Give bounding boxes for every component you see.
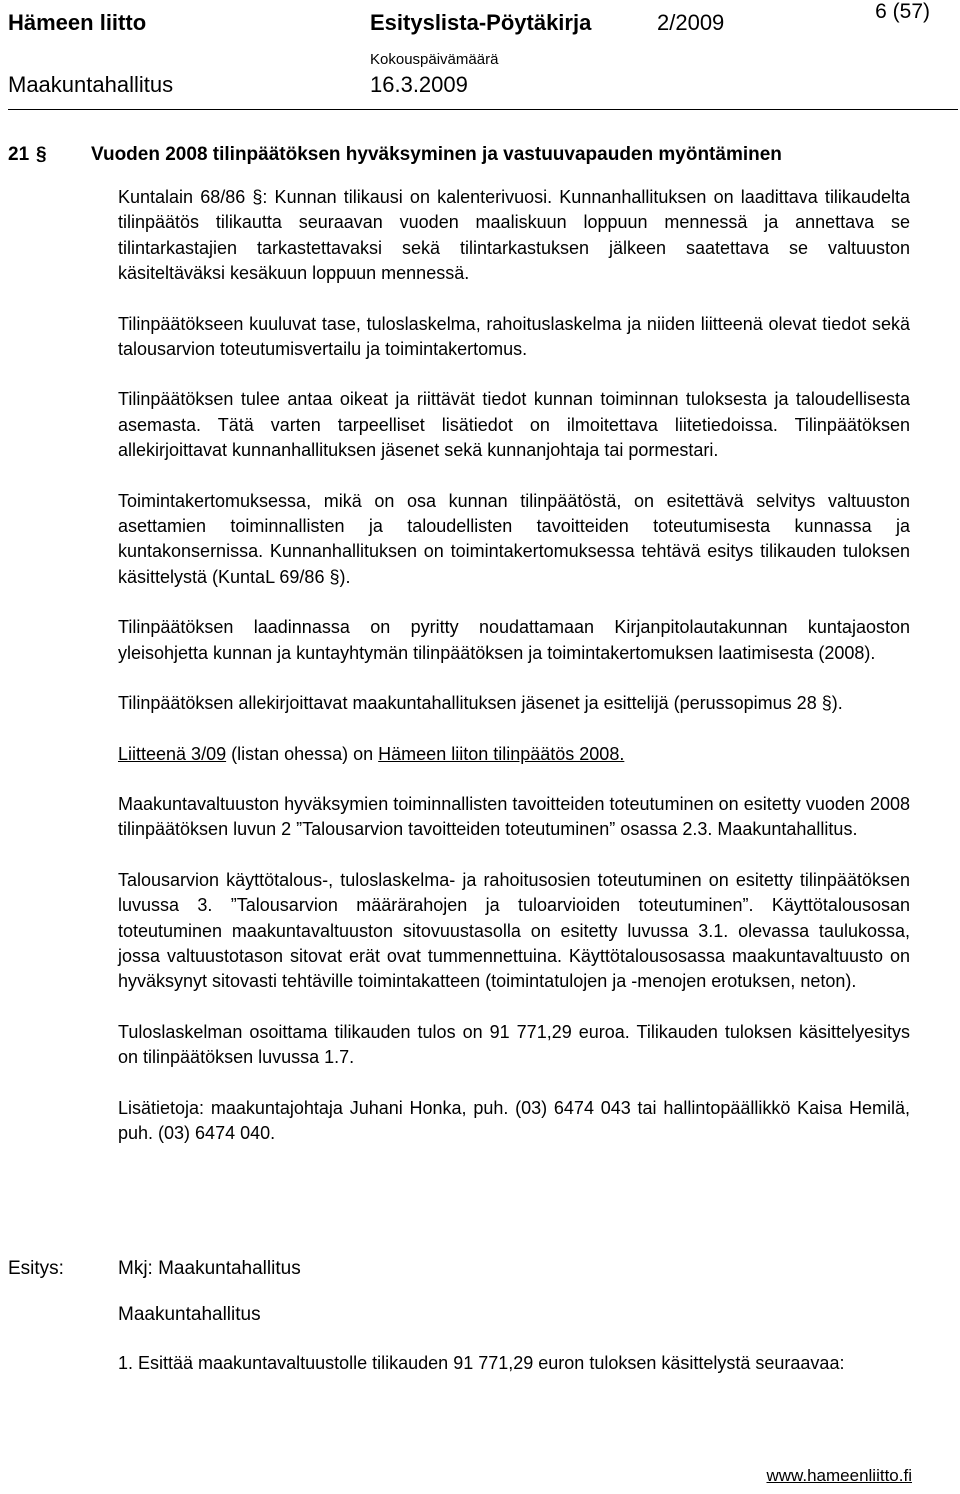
proposal-presenter: Mkj: Maakuntahallitus (118, 1258, 301, 1279)
paragraph: Tilinpäätöksen laadinnassa on pyritty noudattamaan Kirjanpitolautakunnan kuntajaoston yleisohjetta kunnan ja kuntayhtymän tilinpäätöksen ja toimintakertomuksen laatimisesta (2008). (118, 617, 910, 663)
section-number: 21 (8, 144, 30, 165)
attachment-text: (listan ohessa) on (226, 743, 379, 764)
attachment-paragraph (118, 742, 910, 767)
paragraph: Maakuntavaltuuston hyväksymien toiminnallisten tavoitteiden toteutuminen on esitetty vuoden 2008 tilinpäätöksen luvun 2 ”Talousarvion tavoitteiden toteutuminen” osassa 2.3. Maakuntahallitus. (118, 793, 910, 840)
main-content (118, 185, 910, 1146)
paragraph: Tilinpäätökseen kuuluvat tase, tuloslaskelma, rahoituslaskelma ja niiden liitteenä olevat tiedot sekä talousarvion toteutumisvertailu ja toimintakertomus. (118, 313, 910, 360)
page-number: 6 (57) (875, 0, 930, 23)
meeting-date: 16.3.2009 (370, 72, 468, 97)
paragraph: Tuloslaskelman osoittama tilikauden tulos on 91 771,29 euroa. Tilikauden tuloksen käsittelyesitys on tilinpäätöksen luvussa 1.7. (118, 1021, 910, 1068)
proposal-label: Esitys: (8, 1258, 64, 1279)
meeting-body: Maakuntahallitus (8, 72, 174, 97)
header-divider (8, 109, 958, 110)
section-symbol: § (36, 144, 47, 165)
section-title: Vuoden 2008 tilinpäätöksen hyväksyminen ja vastuuvapauden myöntäminen (91, 144, 782, 165)
contact-paragraph: Lisätietoja: maakuntajohtaja Juhani Honka, puh. (03) 6474 043 tai hallintopäällikkö Kaisa Hemilä, puh. (03) 6474 040. (118, 1097, 910, 1143)
paragraph: Talousarvion käyttötalous-, tuloslaskelma- ja rahoitusosien toteutuminen on esitetty tilinpäätöksen luvussa 3. ”Talousarvion määrärahojen ja tuloarvioiden toteutuminen”. Käyttötalousosan toteutuminen maakuntavaltuuston sitovuustasolla on esitetty luvussa 3.1. olevassa taulukossa, jossa valtuustotason sitovat erät ovat tummennettuina. Käyttötalousosassa maakuntavaltuusto on hyväksynyt sitovasti tehtäville toimintakatteen (toimintatulojen ja -menojen erotuksen, neton). (118, 869, 910, 992)
doc-type: Esityslista-Pöytäkirja (370, 10, 592, 35)
paragraph: Tilinpäätöksen tulee antaa oikeat ja riittävät tiedot kunnan toiminnan tuloksesta ja taloudellisesta asemasta. Tätä varten tarpeelliset lisätiedot on ilmoitettava liitetiedoissa. Tilinpäätöksen allekirjoittavat kunnanhallituksen jäsenet sekä kunnanjohtaja tai pormestari. (118, 389, 910, 461)
paragraph: Tilinpäätöksen allekirjoittavat maakuntahallituksen jäsenet ja esittelijä (perussopimus 28 §). (118, 693, 843, 714)
proposal-item (118, 1351, 910, 1376)
proposal-body: Maakuntahallitus (118, 1304, 261, 1325)
paragraph: Toimintakertomuksessa, mikä on osa kunnan tilinpäätöstä, on esitettävä selvitys valtuuston asettamien toiminnallisten ja taloudellisten tavoitteiden toteutumisesta kunnassa ja kuntakonsernissa. Kunnanhallituksen on toimintakertomuksessa tehtävä esitys tilikauden tuloksen käsittelystä (KuntaL 69/86 §). (118, 490, 910, 587)
date-label: Kokouspäivämäärä (370, 51, 499, 68)
doc-number: 2/2009 (657, 10, 725, 35)
proposal-item-1: 1. Esittää maakuntavaltuustolle tilikauden 91 771,29 euron tuloksen käsittelystä seuraavaa: (118, 1353, 845, 1373)
org-name: Hämeen liitto (8, 10, 147, 35)
website-link[interactable]: www.hameenliitto.fi (766, 1466, 912, 1485)
financial-statement-link[interactable]: Hämeen liiton tilinpäätös 2008. (378, 743, 625, 764)
paragraph: Kuntalain 68/86 §: Kunnan tilikausi on kalenterivuosi. Kunnanhallituksen on laadittava tilikaudelta tilinpäätös tilikautta seuraavan vuoden maaliskuun loppuun mennessä ja annettava se tilintarkastajien tarkastettavaksi sekä tilintarkastuksen jälkeen saatettava se valtuuston käsiteltäväksi kesäkuun loppuun mennessä. (118, 187, 910, 284)
attachment-link[interactable]: Liitteenä 3/09 (118, 743, 227, 764)
